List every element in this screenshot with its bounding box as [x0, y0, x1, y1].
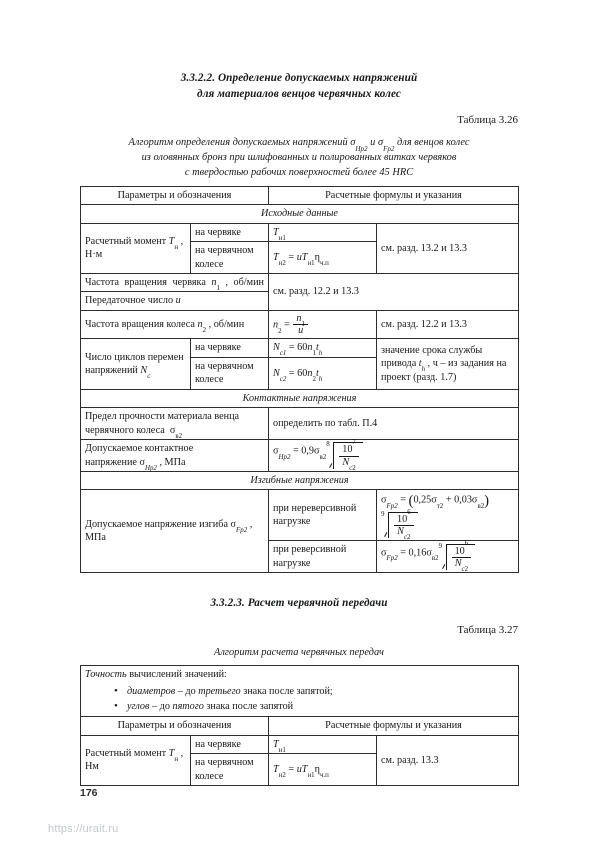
table-row [81, 389, 519, 407]
section2-heading-text: 3.3.2.3. Расчет червячной передачи [210, 597, 388, 610]
cell-torque-note-2: см. разд. 13.3 [377, 735, 519, 785]
cell-bending-formula1: $\sigma_{Fp2} = (0,25\sigma_{т2} + 0,03\sigma_{в2})$ 9 $\frac{10^6}{N_{c2}}$ [377, 490, 519, 541]
table-row [81, 440, 519, 472]
cell-bending-label: Допускаемое напряжение изгиба $\sigma_{Fp2}$ , МПа [81, 490, 269, 573]
table-row [81, 490, 519, 541]
caption-line-1: Алгоритм определения допускаемых напряжений $\sigma_{Hp2}$ и $\sigma_{Fp2}$ для венцов колес [128, 137, 470, 153]
cell-torque-formula2-2: $T_{н2} = uT_{н1}\eta_{ч.п}$ [269, 754, 377, 786]
cell-gear-ratio-label: Передаточное число u [81, 292, 269, 310]
cell-torque-sub2-2: на червячном колесе [191, 754, 269, 786]
caption-3-27-text: Алгоритм расчета червячных передач [214, 646, 384, 658]
table-number-3-26: Таблица 3.26 [457, 114, 518, 127]
table-3-26 [80, 186, 519, 574]
precision-title: Точность вычислений значений: [85, 669, 227, 681]
table-row [81, 339, 519, 357]
table-row [81, 472, 519, 490]
cell-precision-notes [81, 666, 519, 717]
cell-bending-sub1: при нереверсивной нагрузке [269, 490, 377, 541]
band-bending-stresses: Изгибные напряжения [81, 472, 519, 490]
table-3-27 [80, 665, 519, 786]
cell-strength-note: определить по табл. П.4 [269, 408, 519, 440]
table-row [81, 186, 519, 204]
table-row [81, 408, 519, 440]
table-row [81, 223, 519, 241]
column-header-left: Параметры и обозначения [81, 186, 269, 204]
cell-bending-formula2: $\sigma_{Fp2} = 0,16\sigma_{в2}$ 9 $\frac{10^6}{N_{c2}}$ [377, 541, 519, 573]
cell-cycles-label: Число циклов перемен напряжений $N_c$ [81, 339, 191, 389]
cell-worm-speed-label: Частота вращения червяка $n_1$ , об/мин [81, 274, 269, 292]
table-row [81, 717, 519, 735]
cell-torque-formula2: $T_{н2} = uT_{н1}\eta_{ч.п}$ [269, 242, 377, 274]
band-contact-stresses: Контактные напряжения [81, 389, 519, 407]
band-initial-data: Исходные данные [81, 205, 519, 223]
page-number: 176 [80, 787, 98, 799]
caption-line-2: из оловянных бронз при шлифованных и полированных витках червяков [141, 152, 457, 164]
cell-torque-formula1: $T_{н1}$ [269, 223, 377, 241]
page-content [80, 70, 518, 786]
table-caption-3-26 [80, 136, 518, 180]
cell-torque-sub1-2: на червяке [191, 735, 269, 753]
table-row [81, 735, 519, 753]
cell-contact-label: Допускаемое контактное напряжение $\sigma_{Hp2}$ , МПа [81, 440, 269, 472]
cell-cycles-formula2: $N_{c2} = 60n_2t_h$ [269, 357, 377, 389]
table-caption-3-27 [80, 646, 518, 661]
cell-wheel-speed-formula: $n_2$ = $\frac{n_1}{u}$ [269, 310, 377, 338]
cell-torque-label-2: Расчетный момент $T_н$ , Нм [81, 735, 191, 785]
cell-cycles-note: значение срока службы привода $t_h$ , ч – из задания на проект (разд. 1.7) [377, 339, 519, 389]
cell-cycles-sub2: на червячном колесе [191, 357, 269, 389]
list-item: • углов – до пятого знака после запятой [127, 700, 514, 715]
cell-torque-sub2: на червячном колесе [191, 242, 269, 274]
list-item: • диаметров – до третьего знака после запятой; [127, 685, 514, 700]
cell-torque-sub1: на червяке [191, 223, 269, 241]
caption-line-3: с твердостью рабочих поверхностей более 45 HRC [184, 167, 414, 178]
cell-cycles-sub1: на червяке [191, 339, 269, 357]
section-heading-line2: для материалов венцов червячных колес [197, 88, 401, 101]
cell-speed-note-1: см. разд. 12.2 и 13.3 [269, 274, 519, 311]
table-row [81, 205, 519, 223]
cell-contact-formula: $\sigma_{Hp2} = 0,9\sigma_{в2}$ 8 $\frac{10^7}{N_{c2}}$ [269, 440, 519, 472]
cell-torque-formula1-2: $T_{н1}$ [269, 735, 377, 753]
table-row [81, 274, 519, 292]
column-header-right: Расчетные формулы и указания [269, 186, 519, 204]
column-header-right-2: Расчетные формулы и указания [269, 717, 519, 735]
section-heading-3-3-2-2 [80, 70, 518, 102]
cell-torque-label: Расчетный момент $T_н$ , Н·м [81, 223, 191, 273]
section-heading-line1: 3.3.2.2. Определение допускаемых напряжений [180, 72, 418, 84]
cell-strength-label: Предел прочности материала венца червячного колеса $\sigma_{в2}$ [81, 408, 269, 440]
cell-speed-note-2: см. разд. 12.2 и 13.3 [377, 310, 519, 338]
watermark-url: https://urait.ru [48, 823, 119, 835]
precision-list [85, 685, 514, 715]
table-row [81, 666, 519, 717]
cell-bending-sub2: при реверсивной нагрузке [269, 541, 377, 573]
cell-cycles-formula1: $N_{c1} = 60n_1t_h$ [269, 339, 377, 357]
cell-wheel-speed-label: Частота вращения колеса $n_2$ , об/мин [81, 310, 269, 338]
table-row [81, 310, 519, 338]
cell-torque-note: см. разд. 13.2 и 13.3 [377, 223, 519, 273]
table-number-3-27: Таблица 3.27 [457, 623, 518, 636]
column-header-left-2: Параметры и обозначения [81, 717, 269, 735]
section-heading-3-3-2-3 [80, 595, 518, 611]
